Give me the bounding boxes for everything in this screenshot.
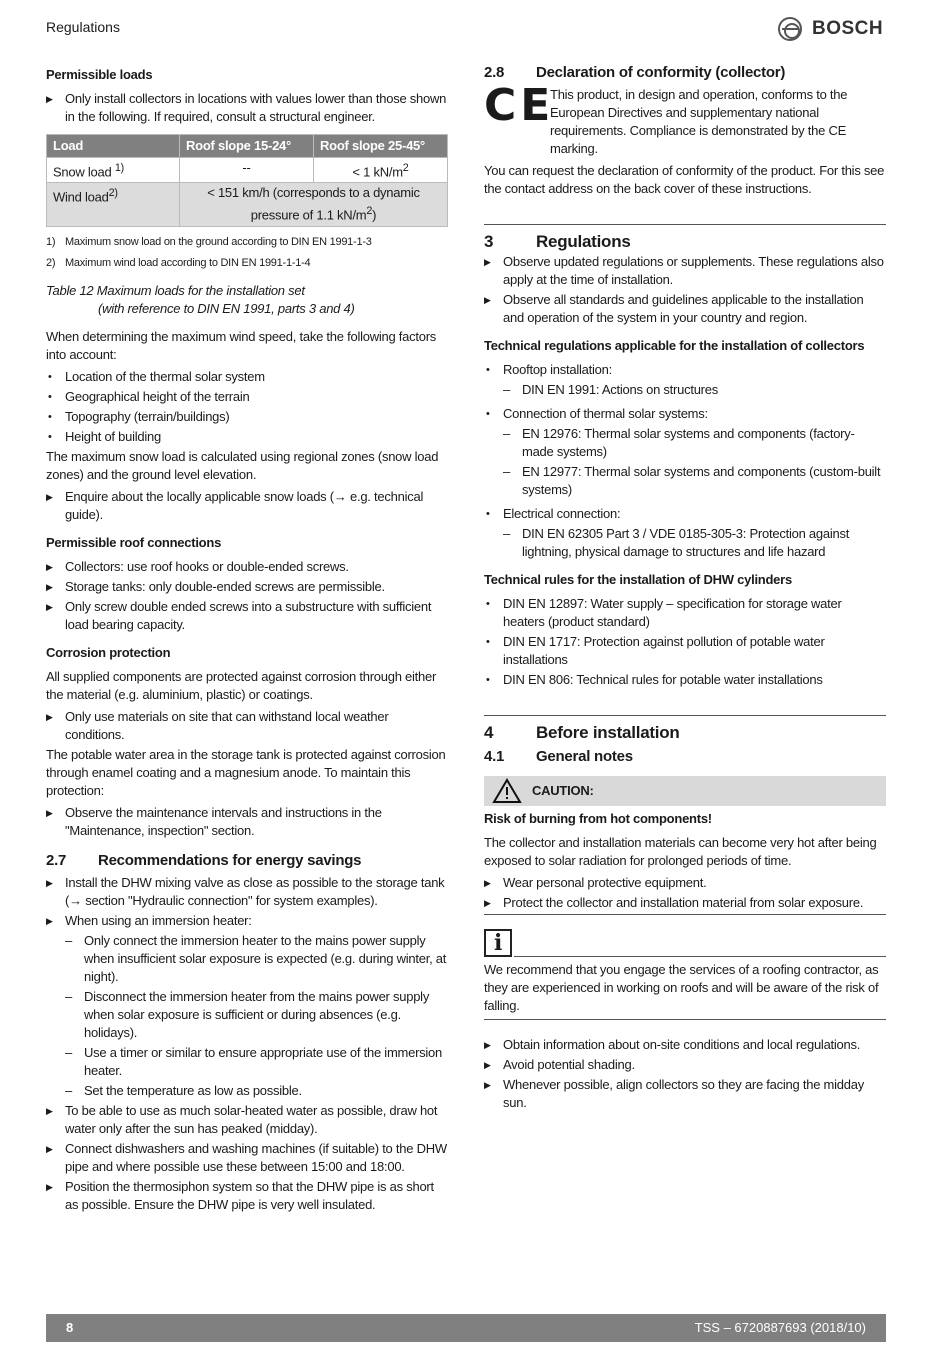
sub-list-item: – DIN EN 62305 Part 3 / VDE 0185-305-3: Protection against lightning, physical damage to structures and life hazard [503,525,886,561]
info-icon: i [484,929,512,957]
dhw-rules-heading: Technical rules for the installation of DHW cylinders [484,572,792,587]
regulations-list [484,253,886,327]
list-item: ▶ Obtain information about on-site conditions and local regulations. [484,1036,886,1054]
footnote-ref: 2) [108,187,118,200]
section-number: 4.1 [484,748,505,765]
footnote [46,256,448,270]
section-number: 2.8 [484,64,505,81]
list-item: ▶ Protect the collector and installation material from solar exposure. [484,894,886,912]
permissible-loads-heading: Permissible loads [46,67,153,82]
corrosion-list [46,708,448,744]
bosch-armature-icon [778,17,802,41]
caution-label: CAUTION: [532,783,594,798]
section-divider [484,224,886,225]
document-id: TSS – 6720887693 (2018/10) [694,1320,866,1335]
list-item: • DIN EN 1717: Protection against pollution of potable water installations [484,633,886,669]
list-item [484,405,886,499]
list-item: ▶ Enquire about the locally applicable snow loads (→ e.g. technical guide). [46,488,448,524]
corrosion-heading: Corrosion protection [46,644,171,660]
roof-connections-list [46,558,448,634]
info-rule [514,956,886,957]
running-header: Regulations [46,19,120,35]
right-column [484,64,886,1114]
list-item: ▶ Only install collectors in locations with values lower than those shown in the following. If required, consult a structural engineer. [46,90,448,126]
table-cell [314,158,448,183]
paragraph: The maximum snow load is calculated using regional zones (snow load zones) and the ground level elevation. [46,448,439,482]
sub-list-item: – EN 12977: Thermal solar systems and components (custom-built systems) [503,463,886,499]
divider [484,1019,886,1020]
warning-triangle-icon [492,778,522,804]
table-cell [47,158,180,183]
footnote-text: Maximum wind load according to DIN EN 1991-1-1-4 [65,256,311,269]
collector-regulations-heading: Technical regulations applicable for the installation of collectors [484,338,865,353]
table-header-row [47,135,448,158]
bosch-logo [778,17,883,41]
list-item: • Height of building [46,428,448,446]
risk-heading: Risk of burning from hot components! [484,811,712,826]
section-heading-3 [484,233,886,251]
list-item [484,505,886,561]
footnote-text: Maximum snow load on the ground according to DIN EN 1991-1-3 [65,235,372,248]
sub-list [503,381,886,399]
section-title: General notes [536,748,633,765]
sub-list [65,932,448,1100]
list-item: ▶ Observe all standards and guidelines applicable to the installation and operation of the system in your country and region. [484,291,886,327]
sub-list-item: – EN 12976: Thermal solar systems and components (factory-made systems) [503,425,886,461]
left-column [46,64,448,1216]
maintenance-list [46,804,448,840]
table-cell [180,183,448,226]
page-number: 8 [66,1320,74,1335]
list-item: • Topography (terrain/buildings) [46,408,448,426]
footnote [46,235,448,249]
table-row-wind [47,183,448,226]
list-item-text: Connection of thermal solar systems: [503,406,708,421]
dhw-rules-list [484,595,886,689]
list-item: ▶ Only screw double ended screws into a substructure with sufficient load bearing capacity. [46,598,448,634]
list-item: ▶ Collectors: use roof hooks or double-ended screws. [46,558,448,576]
section-heading-4-1 [484,748,886,766]
sub-list-item: – DIN EN 1991: Actions on structures [503,381,886,399]
list-item [46,912,448,1100]
ce-declaration [484,80,886,158]
table-row-snow [47,158,448,183]
ce-marking-icon: CE [484,80,555,131]
brand-name: BOSCH [812,18,884,39]
roof-connections-heading: Permissible roof connections [46,534,222,550]
caption-line: Table 12 Maximum loads for the installation set [46,282,305,298]
caution-banner [484,776,886,806]
snow-load-label: Snow load [53,164,112,180]
sub-list-item: – Disconnect the immersion heater from the mains power supply when solar exposure is sufficient or during absences (e.g. holidays). [65,988,448,1042]
list-item: ▶ Wear personal protective equipment. [484,874,886,892]
sub-list [503,425,886,499]
ce-text: This product, in design and operation, conforms to the European Directives and supplementary national requirements. Compliance is demonstrated by the CE marking. [550,87,848,156]
footnote-number: 1) [46,235,56,248]
info-text: We recommend that you engage the services of a roofing contractor, as they are experienced in working on roofs and will be aware of the risk of falling. [484,962,879,1013]
info-note [484,929,886,957]
list-item: • DIN EN 806: Technical rules for potable water installations [484,671,886,689]
list-item: ▶ Position the thermosiphon system so that the DHW pipe is as short as possible. Ensure the DHW pipe is very well insulated. [46,1178,448,1214]
list-item-text: Electrical connection: [503,506,621,521]
paragraph: All supplied components are protected against corrosion through either the material (e.g. aluminium, plastic) or coatings. [46,668,437,702]
list-item: ▶ Whenever possible, align collectors so they are facing the midday sun. [484,1076,886,1112]
section-title: Before installation [536,723,680,742]
section-number: 2.7 [46,851,67,869]
table-cell: -- [180,158,314,183]
list-item: ▶ Observe the maintenance intervals and instructions in the "Maintenance, inspection" section. [46,804,448,840]
table-caption [46,282,448,318]
loads-table [46,134,448,227]
list-item: ▶ To be able to use as much solar-heated water as possible, draw hot water only after the sun has peaked (midday). [46,1102,448,1138]
table-cell [47,183,180,226]
snow-load-value: < 1 kN/m [352,164,403,180]
list-item: ▶ Storage tanks: only double-ended screws are permissible. [46,578,448,596]
section-heading-2-7 [46,852,448,870]
section-number: 4 [484,723,494,742]
paragraph: When determining the maximum wind speed, take the following factors into account: [46,328,437,362]
table-header: Load [47,135,180,158]
superscript: 2 [366,205,373,218]
list-item: ▶ Connect dishwashers and washing machines (if suitable) to the DHW pipe and where possible use these between 15:00 and 18:00. [46,1140,448,1176]
factors-list [46,368,448,446]
protection-list [484,874,886,912]
superscript: 2 [402,162,409,174]
section-number: 3 [484,232,494,251]
list-item: ▶ Install the DHW mixing valve as close as possible to the storage tank (→ section "Hydraulic connection" for system examples). [46,874,448,910]
wind-load-value-end: ) [372,207,377,223]
footnote-ref: 1) [114,162,124,174]
sub-list [503,525,886,561]
paragraph: The potable water area in the storage tank is protected against corrosion through enamel coating and a magnesium anode. To maintain this protection: [46,746,446,798]
section-title: Regulations [536,232,631,251]
section-title: Recommendations for energy savings [98,851,362,869]
list-item [484,361,886,399]
sub-list-item: – Use a timer or similar to ensure appropriate use of the immersion heater. [65,1044,448,1080]
list-item: • Geographical height of the terrain [46,388,448,406]
sub-list-item: – Set the temperature as low as possible. [65,1082,448,1100]
list-item-text: When using an immersion heater: [65,912,252,928]
wind-load-label: Wind load [53,189,109,205]
section-divider [484,715,886,716]
energy-savings-list [46,874,448,1214]
list-item: • Location of the thermal solar system [46,368,448,386]
sub-list-item: – Only connect the immersion heater to the mains power supply when insufficient solar exposure is expected (e.g. during winter, at night). [65,932,448,986]
paragraph: The collector and installation materials can become very hot after being exposed to solar radiation for prolonged periods of time. [484,835,877,868]
table-header: Roof slope 25-45° [314,135,448,158]
table-header: Roof slope 15-24° [180,135,314,158]
section-title: Declaration of conformity (collector) [536,64,786,81]
footnote-number: 2) [46,256,56,269]
list-item: ▶ Avoid potential shading. [484,1056,886,1074]
section-heading-4 [484,724,886,742]
list-item: • DIN EN 12897: Water supply – specification for storage water heaters (product standard) [484,595,886,631]
wind-load-value: < 151 km/h (corresponds to a dynamic pressure of 1.1 kN/m [207,185,420,223]
divider [484,914,886,915]
list-item-text: Rooftop installation: [503,362,612,377]
list-item: ▶ Observe updated regulations or supplements. These regulations also apply at the time of installation. [484,253,886,289]
snow-list [46,488,448,524]
permissible-loads-list [46,90,448,126]
installation-tips-list [484,1036,886,1112]
paragraph: You can request the declaration of conformity of the product. For this see the contact address on the back cover of these instructions. [484,163,885,196]
list-item: ▶ Only use materials on site that can withstand local weather conditions. [46,708,448,744]
caption-line: (with reference to DIN EN 1991, parts 3 and 4) [98,300,355,316]
collector-regulations-list [484,361,886,561]
page-footer [46,1314,886,1342]
